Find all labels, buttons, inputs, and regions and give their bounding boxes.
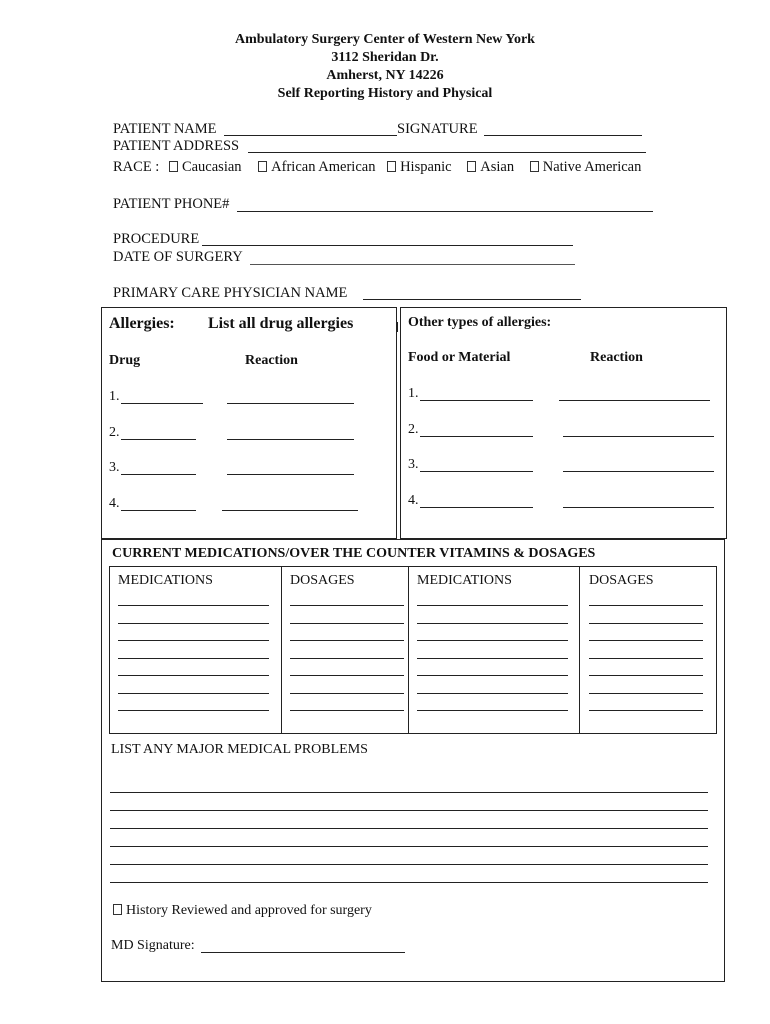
drug-reaction-field[interactable] [227,439,354,440]
race-label: RACE : [113,159,160,175]
dosage-entry-field[interactable] [290,710,404,711]
medical-problem-line[interactable] [110,792,708,793]
dosages-column-header: DOSAGES [589,573,654,588]
pcp-field[interactable] [363,299,581,300]
drug-field[interactable] [121,403,203,404]
signature-field[interactable] [484,135,642,136]
other-reaction-field[interactable] [559,400,710,401]
medication-entry-field[interactable] [118,675,269,676]
drug-allergies-subtitle: List all drug allergies [208,315,354,332]
food-material-field[interactable] [420,436,533,437]
drug-row-number: 2. [109,425,120,440]
checkbox-icon[interactable] [467,161,476,172]
patient-name-label: PATIENT NAME [113,121,217,137]
dosage-entry-field[interactable] [290,675,404,676]
food-material-field[interactable] [420,400,533,401]
medication-entry-field[interactable] [417,605,568,606]
patient-address-field[interactable] [248,152,646,153]
medical-problem-line[interactable] [110,882,708,883]
medical-problem-line[interactable] [110,810,708,811]
medication-entry-field[interactable] [417,623,568,624]
drug-column-header: Drug [109,353,141,368]
allergies-title: Allergies: [109,315,175,332]
other-reaction-field[interactable] [563,436,714,437]
medication-entry-field[interactable] [417,675,568,676]
medication-entry-field[interactable] [417,640,568,641]
signature-label: SIGNATURE [397,121,478,137]
medication-entry-field[interactable] [417,658,568,659]
date-of-surgery-field[interactable] [250,264,575,265]
history-reviewed-label: History Reviewed and approved for surgery [126,903,372,918]
drug-reaction-field[interactable] [227,403,354,404]
patient-phone-label: PATIENT PHONE# [113,196,230,212]
race-option-hispanic[interactable]: Hispanic [387,159,452,175]
table-column-divider [408,566,409,734]
other-allergies-title: Other types of allergies: [408,315,552,330]
medical-problems-label: LIST ANY MAJOR MEDICAL PROBLEMS [111,742,368,757]
other-reaction-column-header: Reaction [590,350,643,365]
medications-column-header: MEDICATIONS [417,573,512,588]
dosage-entry-field[interactable] [589,710,703,711]
md-signature-field[interactable] [201,952,405,953]
drug-field[interactable] [121,510,196,511]
table-column-divider [281,566,282,734]
dosage-entry-field[interactable] [589,640,703,641]
medication-entry-field[interactable] [118,693,269,694]
dosage-entry-field[interactable] [290,640,404,641]
dosage-entry-field[interactable] [589,623,703,624]
other-reaction-field[interactable] [563,471,714,472]
dosage-entry-field[interactable] [290,623,404,624]
drug-reaction-field[interactable] [222,510,358,511]
dosage-entry-field[interactable] [290,658,404,659]
md-signature-label: MD Signature: [111,938,195,953]
center-name: Ambulatory Surgery Center of Western New York [235,32,535,47]
race-option-caucasian[interactable]: Caucasian [169,159,242,175]
dosage-entry-field[interactable] [290,693,404,694]
medication-entry-field[interactable] [417,710,568,711]
drug-row-number: 4. [109,496,120,511]
patient-name-field[interactable] [224,135,397,136]
medication-entry-field[interactable] [118,640,269,641]
food-material-field[interactable] [420,507,533,508]
medical-problem-line[interactable] [110,846,708,847]
dosage-entry-field[interactable] [290,605,404,606]
drug-field[interactable] [121,474,196,475]
medical-problem-line[interactable] [110,828,708,829]
dosage-entry-field[interactable] [589,693,703,694]
drug-row-number: 1. [109,389,120,404]
center-city: Amherst, NY 14226 [326,68,444,83]
race-option-native-american[interactable]: Native American [530,159,642,175]
form-title: Self Reporting History and Physical [277,86,493,101]
checkbox-icon[interactable] [169,161,178,172]
procedure-label: PROCEDURE [113,231,200,247]
other-row-number: 2. [408,422,419,437]
drug-reaction-field[interactable] [227,474,354,475]
drug-reaction-column-header: Reaction [245,353,298,368]
table-column-divider [579,566,580,734]
drug-row-number: 3. [109,460,120,475]
other-allergies-box [400,307,727,539]
pcp-label: PRIMARY CARE PHYSICIAN NAME [113,285,348,301]
medication-entry-field[interactable] [118,605,269,606]
medications-title: CURRENT MEDICATIONS/OVER THE COUNTER VITAMINS & DOSAGES [112,546,596,561]
other-reaction-field[interactable] [563,507,714,508]
other-row-number: 1. [408,386,419,401]
medical-problem-line[interactable] [110,864,708,865]
medications-table [109,566,717,734]
divider [397,322,398,332]
medication-entry-field[interactable] [118,658,269,659]
checkbox-icon[interactable] [387,161,396,172]
checkbox-icon[interactable] [113,904,122,915]
patient-address-label: PATIENT ADDRESS [113,138,240,154]
date-of-surgery-label: DATE OF SURGERY [113,249,243,265]
checkbox-icon[interactable] [258,161,267,172]
other-row-number: 4. [408,493,419,508]
medication-entry-field[interactable] [417,693,568,694]
race-option-african-american[interactable]: African American [258,159,375,175]
medication-entry-field[interactable] [118,623,269,624]
center-street: 3112 Sheridan Dr. [331,50,439,65]
drug-allergies-box [101,307,397,539]
dosage-entry-field[interactable] [589,658,703,659]
medication-entry-field[interactable] [118,710,269,711]
race-row [113,159,641,176]
race-option-asian[interactable]: Asian [467,159,514,175]
procedure-field[interactable] [202,245,573,246]
dosage-entry-field[interactable] [589,675,703,676]
dosage-entry-field[interactable] [589,605,703,606]
other-row-number: 3. [408,457,419,472]
drug-field[interactable] [121,439,196,440]
food-material-field[interactable] [420,471,533,472]
food-material-column-header: Food or Material [408,350,511,365]
patient-phone-field[interactable] [237,211,653,212]
history-reviewed-row[interactable] [113,903,372,919]
medications-column-header: MEDICATIONS [118,573,213,588]
checkbox-icon[interactable] [530,161,539,172]
dosages-column-header: DOSAGES [290,573,355,588]
